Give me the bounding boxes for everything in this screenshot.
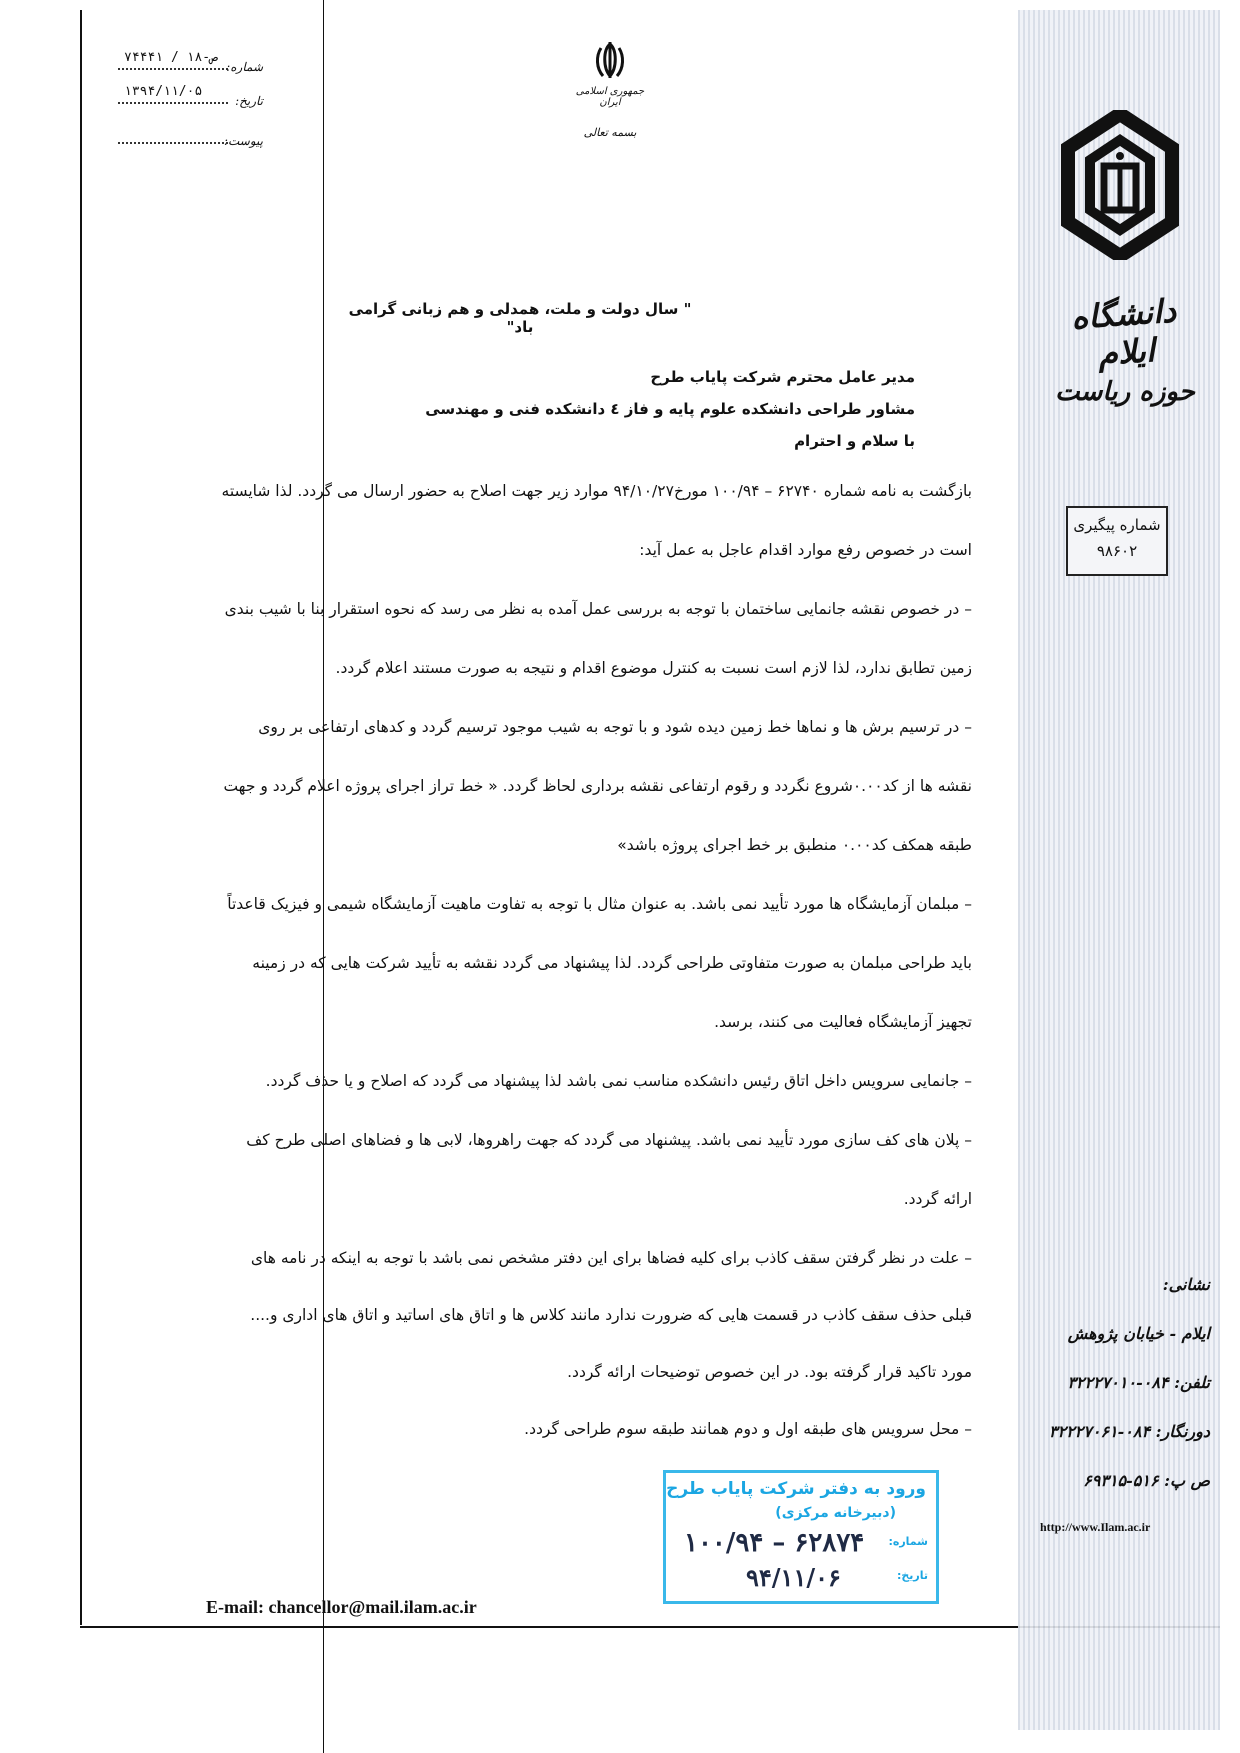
recipient-line: مشاور طراحی دانشکده علوم پایه و فاز ٤ دانشکده فنی و مهندسی [425, 400, 915, 418]
body-line: است در خصوص رفع موارد اقدام عاجل به عمل آید: [639, 541, 972, 559]
university-logo [1060, 110, 1180, 264]
stamp-date-value: ۹۴/۱۱/۰۶ [746, 1563, 841, 1592]
letter-date-label: تاریخ: [235, 94, 263, 108]
university-logo-icon [1060, 110, 1180, 260]
body-line: قبلی حذف سقف کاذب در قسمت هایی که ضرورت ندارد مانند کلاس ها و اتاق های اساتید و اتاق های اداری و.... [250, 1306, 972, 1324]
website-link[interactable]: http://www.Ilam.ac.ir [1040, 1520, 1151, 1534]
body-line: – پلان های کف سازی مورد تأیید نمی باشد. پیشنهاد می گردد که جهت راهروها، لابی ها و فضاهای اصلی طرح کف [246, 1131, 972, 1149]
university-title [1050, 291, 1200, 407]
phone-number: تلفن: ۰۸۴-۳۲۲۲۷۰۱۰ [1067, 1373, 1210, 1392]
left-margin-line [80, 10, 82, 1625]
stamp-subtitle: (دبیرخانه مرکزی) [775, 1505, 896, 1521]
letter-motto: " سال دولت و ملت، همدلی و هم زبانی گرامی باد" [348, 300, 692, 336]
address-label: نشانی: [1162, 1275, 1210, 1294]
po-box: ص پ: ۵۱۶-۶۹۳۱۵ [1083, 1471, 1210, 1490]
body-line: – در خصوص نقشه جانمایی ساختمان با توجه به بررسی عمل آمده به نظر می رسد که نحوه استقرار بنا با شیب بندی [224, 600, 972, 618]
letter-number-value: ۷۴۴۴۱ / ۱۸-ص [124, 50, 218, 65]
tracking-box [1066, 506, 1168, 576]
body-line: نقشه ها از کد۰.۰۰شروع نگردد و رقوم ارتفاعی نقشه برداری لحاظ گردد. « خط تراز اجرای پروژه اعلام گردد و جهت [223, 777, 972, 795]
recipient-block [295, 368, 915, 464]
attachment-label: پیوست: [223, 134, 263, 148]
dotted-rule [118, 68, 228, 70]
body-line: بازگشت به نامه شماره ۶۲۷۴۰ – ۱۰۰/۹۴ مورخ۹۴/۱۰/۲۷ موارد زیر جهت اصلاح به حضور ارسال می گردد. لذا شایسته [221, 482, 972, 500]
letter-number-label: شماره: [226, 60, 263, 74]
contact-block [1040, 1275, 1210, 1535]
emblem-bismillah-text: بسمه تعالی [583, 126, 637, 139]
letter-body [120, 482, 972, 1477]
national-emblem [575, 40, 645, 139]
iran-emblem-icon [593, 40, 627, 80]
stamp-title: ورود به دفتر شرکت پایاب طرح [666, 1479, 926, 1499]
dotted-rule [118, 142, 228, 144]
body-line: باید طراحی مبلمان به صورت متفاوتی طراحی گردد. لذا پیشنهاد می گردد نقشه به تأیید شرکت هایی که در زمینه [252, 954, 972, 972]
stamp-number-value: ۶۲۸۷۴ – ۱۰۰/۹۴ [684, 1528, 865, 1558]
body-line: طبقه همکف کد۰.۰۰ منطبق بر خط اجرای پروژه باشد» [617, 836, 972, 854]
tracking-label: شماره پیگیری [1073, 516, 1161, 534]
body-line: مورد تاکید قرار گرفته بود. در این خصوص توضیحات ارائه گردد. [567, 1363, 972, 1381]
letter-meta [118, 50, 263, 158]
body-line: – جانمایی سرویس داخل اتاق رئیس دانشکده مناسب نمی باشد لذا پیشنهاد می گردد که اصلاح و یا حذف گردد. [265, 1072, 972, 1090]
emblem-country-text: جمهوری اسلامی ایران [575, 86, 645, 108]
office-name: حوزه ریاست [1055, 377, 1195, 407]
body-line: – علت در نظر گرفتن سقف کاذب برای کلیه فضاها برای این دفتر مشخص نمی باشد با توجه به اینکه در نامه های [250, 1249, 972, 1267]
tracking-value: ۹۸۶۰۲ [1096, 542, 1138, 560]
body-line: – مبلمان آزمایشگاه ها مورد تأیید نمی باشد. به عنوان مثال با توجه به تفاوت ماهیت آزمایشگاه شیمی و فیزیک قاعدتاً [227, 895, 972, 913]
dotted-rule [118, 102, 228, 104]
stamp-date-label: تاریخ: [896, 1569, 928, 1582]
letter-date-value: ۱۳۹۴/۱۱/۰۵ [124, 84, 203, 99]
body-line: ارائه گردد. [903, 1190, 972, 1208]
address-value: ایلام - خیابان پژوهش [1067, 1324, 1210, 1343]
body-line: تجهیز آزمایشگاه فعالیت می کنند، برسد. [714, 1013, 972, 1031]
stamp-number-label: شماره: [888, 1535, 928, 1548]
body-line: – در ترسیم برش ها و نماها خط زمین دیده شود و با توجه به شیب موجود ترسیم گردد و کدهای ارتفاعی بر روی [258, 718, 972, 736]
body-line: – محل سرویس های طبقه اول و دوم همانند طبقه سوم طراحی گردد. [524, 1420, 972, 1438]
fax-number: دورنگار: ۰۸۴-۳۲۲۲۷۰۶۱ [1048, 1422, 1210, 1441]
greeting: با سلام و احترام [794, 432, 915, 450]
footer-email[interactable]: E-mail: chancellor@mail.ilam.ac.ir [206, 1597, 477, 1617]
received-stamp [663, 1470, 939, 1604]
university-name: دانشگاه ایلام [1070, 291, 1178, 373]
body-line: زمین تطابق ندارد، لذا لازم است نسبت به کنترل موضوع اقدام و نتیجه به صورت مستند اعلام گردد. [335, 659, 972, 677]
recipient-line: مدیر عامل محترم شرکت پایاب طرح [650, 368, 915, 386]
